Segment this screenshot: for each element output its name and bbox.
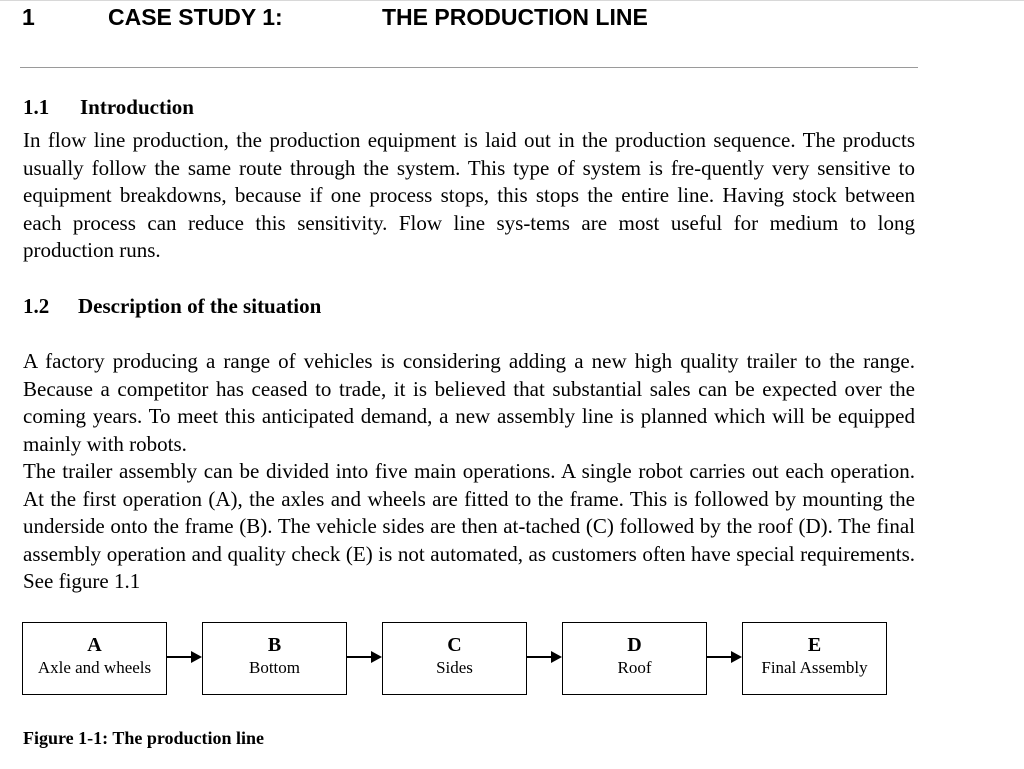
operation-label: Bottom [248,658,300,677]
operation-box-a [22,622,167,695]
operation-letter: E [807,634,822,656]
operation-label: Sides [436,658,473,677]
figure-caption: Figure 1-1: The production line [23,728,265,748]
section-number: 1.1 [23,95,50,119]
arrow-right-icon [707,647,742,667]
operation-letter: D [627,634,642,656]
section-number: 1.2 [23,294,50,318]
operation-box-d [562,622,707,695]
operation-box-b [202,622,347,695]
section-title: Introduction [80,95,194,119]
operation-box-c [382,622,527,695]
operation-label: Final Assembly [761,658,868,677]
chapter-number: 1 [22,4,35,30]
situation-paragraph-1: A factory producing a range of vehicles is considering adding a new high quality trailer to the range. Because a competitor has ceased to trade, it is believed that substantial sales can be expected over the coming years. To meet this anticipated demand, a new assembly line is planned which will be equipped mainly with robots. [23,349,915,456]
operation-box-e [742,622,887,695]
top-page-rule [0,0,1024,1]
section-heading-description [23,293,321,319]
introduction-paragraph: In flow line production, the production equipment is laid out in the production sequence. The products usually follow the same route through the system. This type of system is fre-quently very sensitive to equipment breakdowns, because if one process stops, this stops the entire line. Having stock between each process can reduce this sensitivity. Flow line sys-tems are most useful for medium to long production runs. [23,128,915,262]
arrow-right-icon [167,647,202,667]
chapter-title: THE PRODUCTION LINE [382,4,648,30]
production-line-diagram [22,622,888,696]
operation-letter: C [447,634,462,656]
operation-label: Roof [617,658,652,677]
section-title: Description of the situation [78,294,322,318]
arrow-right-icon [527,647,562,667]
operation-letter: A [87,634,102,656]
arrow-right-icon [347,647,382,667]
header-divider [20,67,918,68]
operation-label: Axle and wheels [37,658,152,677]
operation-letter: B [267,634,282,656]
case-study-label: CASE STUDY 1: [108,4,283,30]
section-heading-introduction [23,94,194,120]
situation-paragraph-2: The trailer assembly can be divided into five main operations. A single robot carries out each operation. At the first operation (A), the axles and wheels are fitted to the frame. This is followed by mounting the underside onto the frame (B). The vehicle sides are then at-tached (C) followed by the roof (D). The final assembly operation and quality check (E) is not automated, as customers often have special requirements. See figure 1.1 [23,459,915,593]
chapter-header [22,2,922,32]
